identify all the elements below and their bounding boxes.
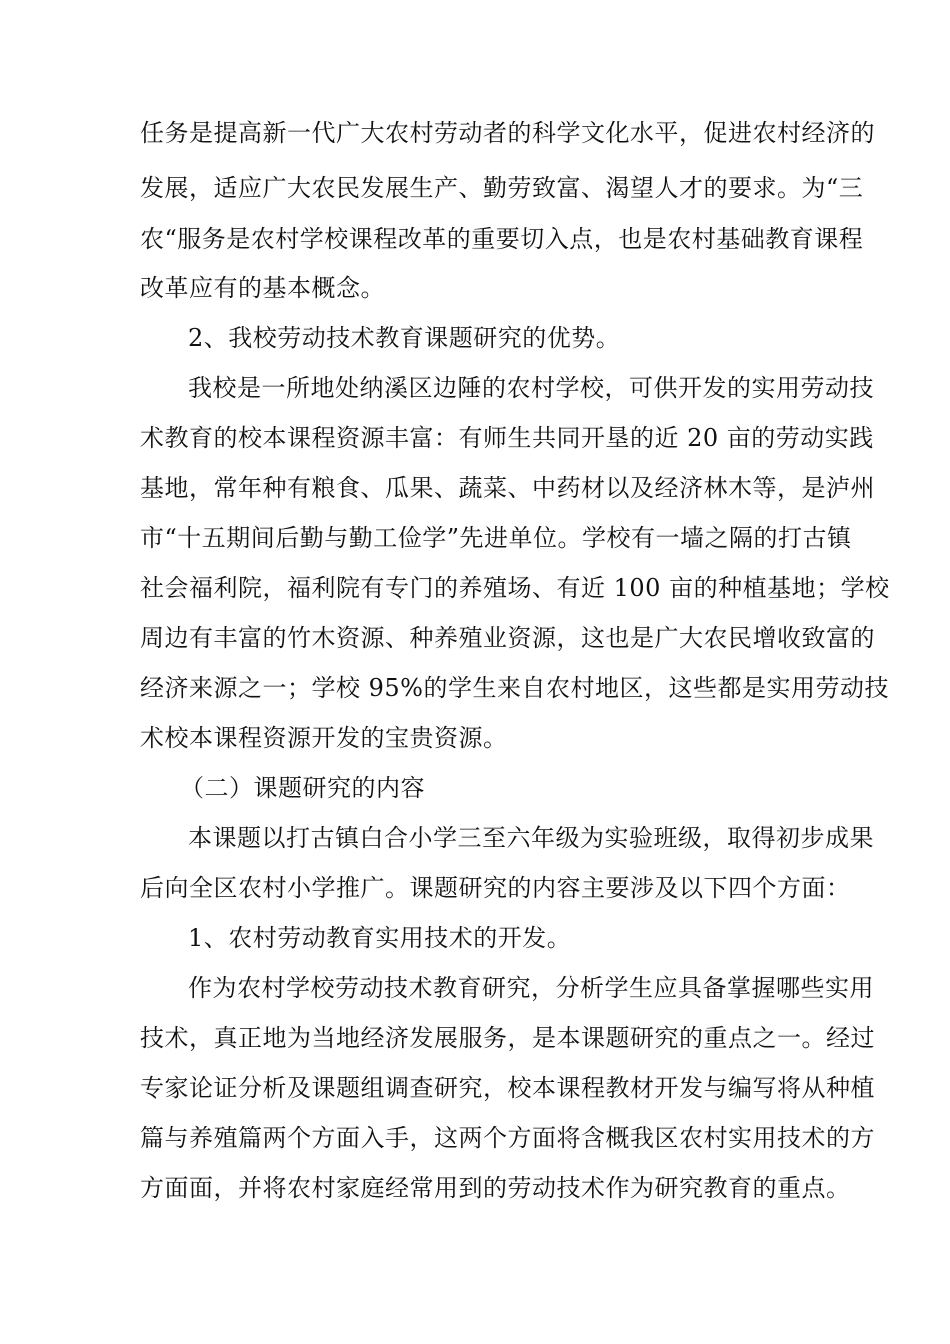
text-line: 周边有丰富的竹木资源、种养殖业资源，这也是广大农民增收致富的 <box>140 624 875 652</box>
text-line: 术校本课程资源开发的宝贵资源。 <box>140 724 508 752</box>
text-line: 方面面，并将农村家庭经常用到的劳动技术作为研究教育的重点。 <box>140 1174 851 1202</box>
text-line: 技术，真正地为当地经济发展服务，是本课题研究的重点之一。经过 <box>140 1024 875 1052</box>
section-heading: （二）课题研究的内容 <box>180 774 425 802</box>
text-line: 术教育的校本课程资源丰富：有师生共同开垦的近 20 亩的劳动实践 <box>140 424 874 452</box>
text-line: 市“十五期间后勤与勤工俭学”先进单位。学校有一墙之隔的打古镇 <box>140 524 852 552</box>
text-line: 作为农村学校劳动技术教育研究，分析学生应具备掌握哪些实用 <box>188 974 874 1002</box>
text-line: 我校是一所地处纳溪区边陲的农村学校，可供开发的实用劳动技 <box>188 374 874 402</box>
text-line: 社会福利院，福利院有专门的养殖场、有近 100 亩的种植基地；学校 <box>140 574 890 602</box>
text-line: 经济来源之一；学校 95%的学生来自农村地区，这些都是实用劳动技 <box>140 674 889 702</box>
text-line: 专家论证分析及课题组调查研究，校本课程教材开发与编写将从种植 <box>140 1074 875 1102</box>
text-line: 改革应有的基本概念。 <box>140 274 385 302</box>
text-line: 本课题以打古镇白合小学三至六年级为实验班级，取得初步成果 <box>188 824 874 852</box>
text-line: 农“服务是农村学校课程改革的重要切入点，也是农村基础教育课程 <box>140 225 864 253</box>
section-heading: 2、我校劳动技术教育课题研究的优势。 <box>188 324 621 352</box>
subsection-heading: 1、农村劳动教育实用技术的开发。 <box>188 924 572 952</box>
text-line: 发展，适应广大农民发展生产、勤劳致富、渴望人才的要求。为“三 <box>140 174 864 202</box>
text-line: 任务是提高新一代广大农村劳动者的科学文化水平，促进农村经济的 <box>140 119 875 147</box>
text-line: 篇与养殖篇两个方面入手，这两个方面将含概我区农村实用技术的方 <box>140 1124 875 1152</box>
text-line: 后向全区农村小学推广。课题研究的内容主要涉及以下四个方面： <box>140 874 851 902</box>
text-line: 基地，常年种有粮食、瓜果、蔬菜、中药材以及经济林木等，是泸州 <box>140 474 875 502</box>
